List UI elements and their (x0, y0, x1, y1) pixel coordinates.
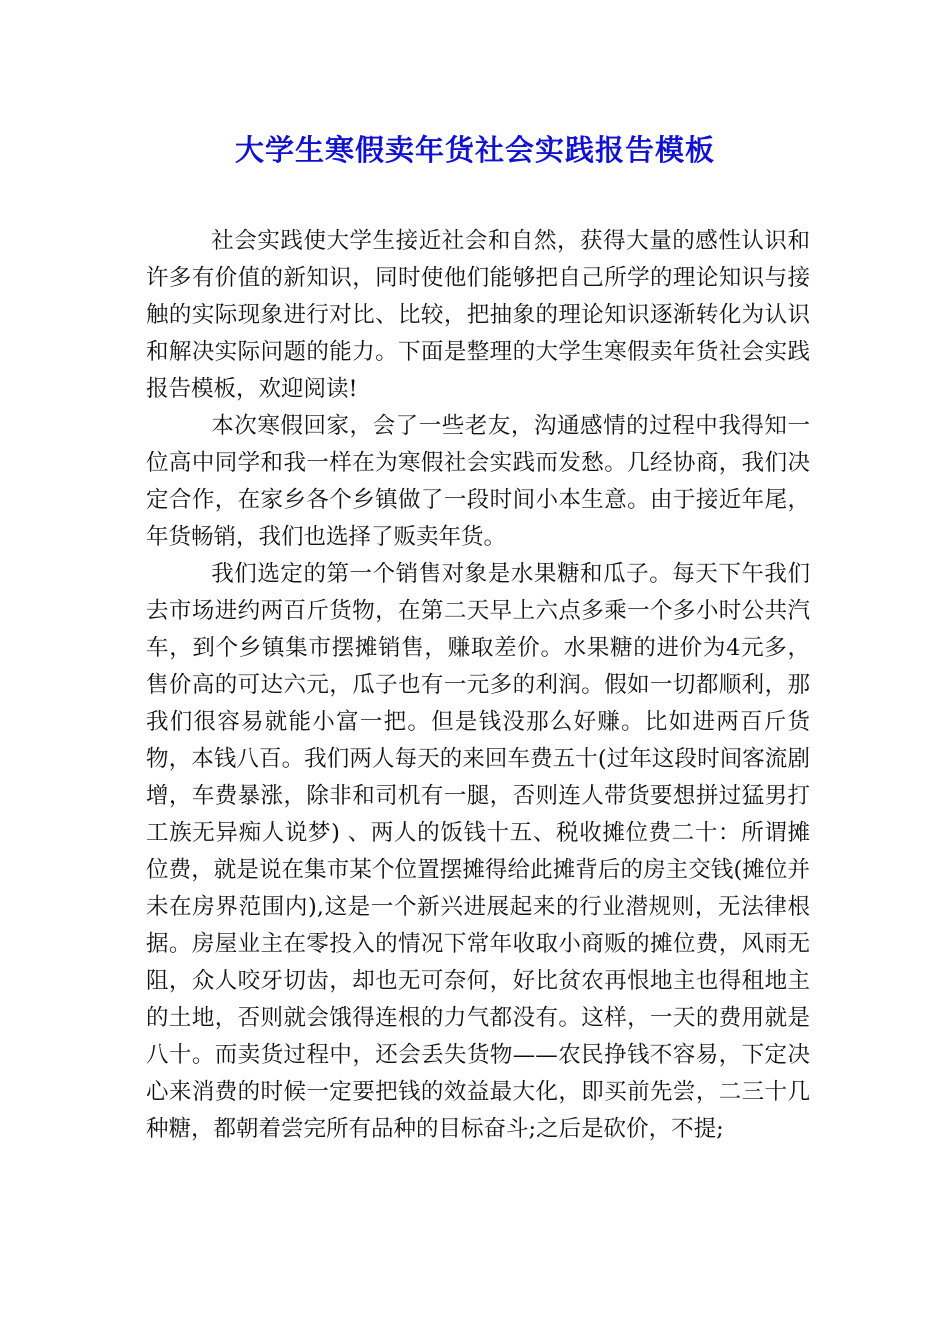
paragraph-background: 本次寒假回家，会了一些老友，沟通感情的过程中我得知一位高中同学和我一样在为寒假社会实践而发愁。几经协商，我们决定合作，在家乡各个乡镇做了一段时间小本生意。由于接近年尾，年货畅销，我们也选择了贩卖年货。 (146, 413, 810, 550)
paragraph-sales: 我们选定的第一个销售对象是水果糖和瓜子。每天下午我们去市场进约两百斤货物，在第二天早上六点多乘一个多小时公共汽车，到个乡镇集市摆摊销售，赚取差价。水果糖的进价为4元多，售价高的可达六元，瓜子也有一元多的利润。假如一切都顺利，那我们很容易就能小富一把。但是钱没那么好赚。比如进两百斤货物，本钱八百。我们两人每天的来回车费五十(过年这段时间客流剧增，车费暴涨，除非和司机有一腿，否则连人带货要想拼过猛男打工族无异痴人说梦) 、两人的饭钱十五、税收摊位费二十：所谓摊位费，就是说在集市某个位置摆摊得给此摊背后的房主交钱(摊位并未在房界范围内),这是一个新兴进展起来的行业潜规则，无法律根据。房屋业主在零投入的情况下常年收取小商贩的摊位费，风雨无阻，众人咬牙切齿，却也无可奈何，好比贫农再恨地主也得租地主的土地，否则就会饿得连根的力气都没有。这样，一天的费用就是八十。而卖货过程中，还会丢失货物——农民挣钱不容易，下定决心来消费的时候一定要把钱的效益最大化，即买前先尝，二三十几种糖，都朝着尝完所有品种的目标奋斗;之后是砍价，不提; (146, 561, 810, 1142)
paragraph-intro: 社会实践使大学生接近社会和自然，获得大量的感性认识和许多有价值的新知识，同时使他们能够把自己所学的理论知识与接触的实际现象进行对比、比较，把抽象的理论知识逐渐转化为认识和解决实际问题的能力。下面是整理的大学生寒假卖年货社会实践报告模板，欢迎阅读! (146, 228, 810, 402)
document-title: 大学生寒假卖年货社会实践报告模板 (234, 133, 715, 167)
document-body (146, 223, 810, 1148)
